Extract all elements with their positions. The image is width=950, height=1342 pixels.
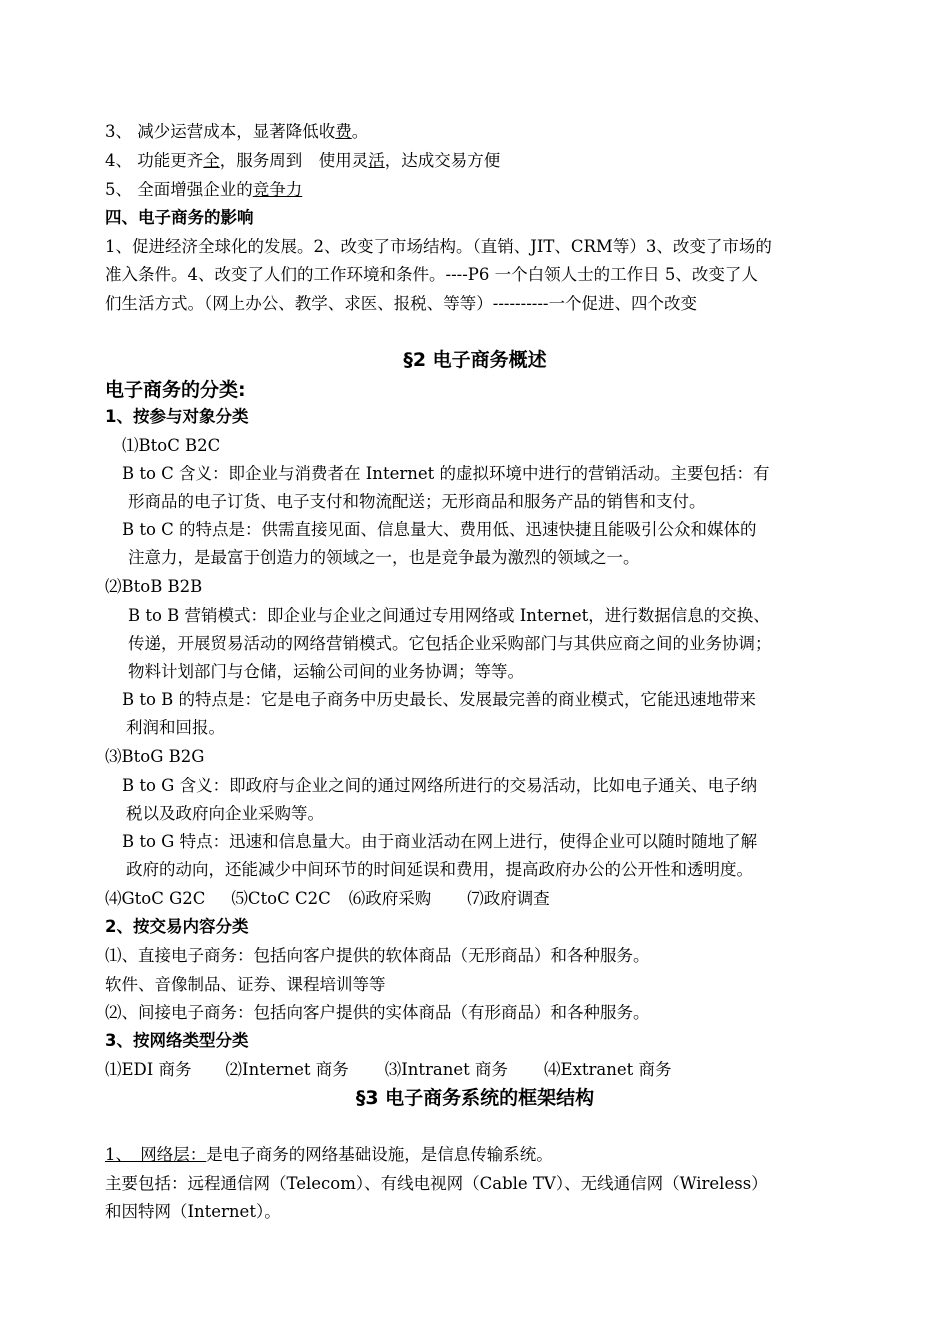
- btog-label: ⑶BtoG B2G: [105, 747, 205, 766]
- category-3-heading: 3、按网络类型分类: [105, 1031, 249, 1050]
- item-text: ，服务周到 使用灵: [219, 151, 369, 170]
- btob-definition-line: 传递，开展贸易活动的网络营销模式。它包括企业采购部门与其供应商之间的业务协调；: [128, 634, 772, 653]
- btob-definition-line: B to B 营销模式：即企业与企业之间通过专用网络或 Internet，进行数据信息的交换、: [128, 606, 770, 625]
- item-text-underlined: 竞争力: [252, 180, 303, 199]
- network-item: ⑵Internet 商务: [225, 1060, 349, 1079]
- indirect-ecommerce: ⑵、间接电子商务：包括向客户提供的实体商品（有形商品）和各种服务。: [105, 1003, 650, 1022]
- category-1-heading: 1、按参与对象分类: [105, 407, 249, 426]
- section-2-title: §2 电子商务概述: [403, 349, 547, 371]
- direct-ecommerce-examples: 软件、音像制品、证券、课程培训等等: [105, 975, 386, 994]
- network-layer-main: 主要包括：远程通信网（Telecom）、有线电视网（Cable TV）、无线通信网（Wireless）: [105, 1174, 768, 1193]
- network-item: ⑴EDI 商务: [105, 1060, 192, 1079]
- btog-feature-line: 政府的动向，还能减少中间环节的时间延误和费用，提高政府办公的公开性和透明度。: [126, 860, 753, 879]
- other-categories: [105, 887, 550, 911]
- btog-feature-line: B to G 特点：迅速和信息量大。由于商业活动在网上进行，使得企业可以随时随地了解: [122, 832, 758, 851]
- btob-definition-line: 物料计划部门与仓储，运输公司间的业务协调；等等。: [128, 662, 524, 681]
- btoc-feature-line: B to C 的特点是：供需直接见面、信息量大、费用低、迅速快捷且能吸引公众和媒体的: [122, 520, 757, 539]
- section-2-subtitle: 电子商务的分类:: [105, 379, 246, 401]
- list-item-5: [105, 178, 302, 202]
- btob-feature-line: 利润和回报。: [126, 718, 225, 737]
- paragraph-line: 们生活方式。（网上办公、教学、求医、报税、等等）----------一个促进、四个改变: [105, 294, 698, 313]
- network-layer-main: 和因特网（Internet）。: [105, 1202, 281, 1221]
- btoc-label: ⑴BtoC B2C: [122, 436, 221, 455]
- network-layer-line: [105, 1143, 553, 1167]
- network-layer-label: 1、 网络层：: [105, 1145, 207, 1164]
- list-item-3: [105, 120, 368, 144]
- paragraph-line: 1、促进经济全球化的发展。2、改变了市场结构。（直销、JIT、CRM等）3、改变了市场的: [105, 237, 772, 256]
- btoc-definition-line: B to C 含义：即企业与消费者在 Internet 的虚拟环境中进行的营销活动。主要包括：有: [122, 464, 770, 483]
- heading-impact: 四、电子商务的影响: [105, 208, 254, 227]
- network-layer-desc: 是电子商务的网络基础设施，是信息传输系统。: [206, 1145, 553, 1164]
- category-2-heading: 2、按交易内容分类: [105, 917, 249, 936]
- category-item: ⑸CtoC C2C: [231, 889, 331, 908]
- category-item: ⑹政府采购: [348, 889, 432, 908]
- item-text: 5、 全面增强企业的: [105, 180, 253, 199]
- item-text: ，达成交易方便: [384, 151, 501, 170]
- category-item: ⑺政府调查: [467, 889, 550, 908]
- list-item-4: [105, 149, 500, 173]
- item-text-underlined: 活: [368, 151, 385, 170]
- category-item: ⑷GtoC G2C: [105, 889, 206, 908]
- network-item: ⑷Extranet 商务: [544, 1060, 672, 1079]
- network-item: ⑶Intranet 商务: [384, 1060, 509, 1079]
- btoc-definition-line: 形商品的电子订货、电子支付和物流配送；无形商品和服务产品的销售和支付。: [128, 492, 706, 511]
- btog-definition-line: 税以及政府向企业采购等。: [126, 804, 324, 823]
- item-text: 4、 功能更齐: [105, 151, 204, 170]
- section-3-title: §3 电子商务系统的框架结构: [355, 1087, 595, 1109]
- btoc-feature-line: 注意力，是最富于创造力的领域之一，也是竞争最为激烈的领域之一。: [128, 548, 640, 567]
- paragraph-line: 准入条件。4、改变了人们的工作环境和条件。----P6 一个白领人士的工作日 5、改变了人: [105, 265, 758, 284]
- item-text-underlined: 费: [335, 122, 352, 141]
- btob-label: ⑵BtoB B2B: [105, 577, 203, 596]
- network-types: [105, 1058, 672, 1082]
- direct-ecommerce: ⑴、直接电子商务：包括向客户提供的软体商品（无形商品）和各种服务。: [105, 946, 650, 965]
- item-text: 。: [351, 122, 369, 141]
- btob-feature-line: B to B 的特点是：它是电子商务中历史最长、发展最完善的商业模式，它能迅速地带来: [122, 690, 757, 709]
- btog-definition-line: B to G 含义：即政府与企业之间的通过网络所进行的交易活动，比如电子通关、电子纳: [122, 776, 758, 795]
- item-text-underlined: 全: [203, 151, 220, 170]
- item-text: 3、 减少运营成本，显著降低收: [105, 122, 336, 141]
